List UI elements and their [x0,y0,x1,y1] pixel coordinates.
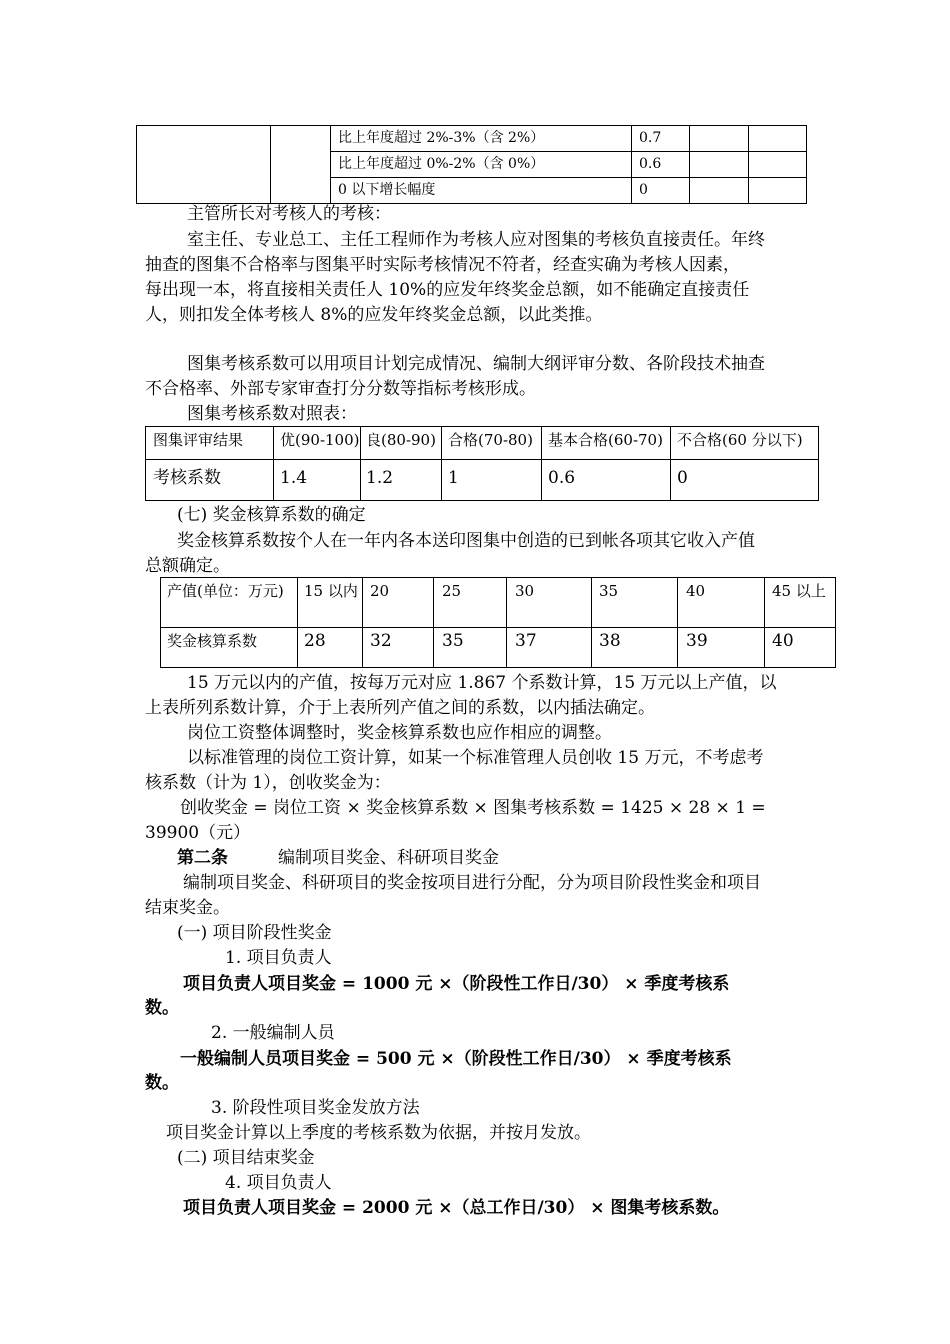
paragraph-line: 项目奖金计算以上季度的考核系数为依据，并按月发放。 [166,1123,591,1143]
growth-table-empty-cell [690,152,749,178]
paragraph-line: 岗位工资整体调整时，奖金核算系数也应作相应的调整。 [187,723,612,743]
output-coefficient-table [160,577,836,668]
growth-table-desc: 比上年度超过 2%-3%（含 2%） [331,126,632,152]
review-table-header: 图集评审结果 [146,427,274,460]
review-table-header: 良(80-90) [361,427,442,460]
growth-table-empty-cell [271,126,331,204]
paragraph-line: 以标准管理的岗位工资计算，如某一个标准管理人员创收 15 万元，不考虑考 [187,748,764,768]
growth-table-empty-cell [749,152,807,178]
output-table-header: 45 以上 [765,578,836,628]
paragraph-line: 室主任、专业总工、主任工程师作为考核人应对图集的考核负直接责任。年终 [187,230,765,250]
paragraph-line: 核系数（计为 1），创收奖金为： [145,773,391,793]
formula-line: 一般编制人员项目奖金 = 500 元 ×（阶段性工作日/30） × 季度考核系 [180,1049,732,1069]
growth-table-value: 0 [632,178,690,204]
output-table-cell: 奖金核算系数 [161,628,298,668]
output-table-header: 30 [507,578,592,628]
review-table-cell: 0.6 [542,460,671,501]
paragraph-line: 结束奖金。 [145,898,230,918]
output-table-cell: 39 [678,628,765,668]
formula-line: 39900（元） [145,823,251,843]
growth-table [136,125,807,204]
formula-line: 项目负责人项目奖金 = 2000 元 ×（总工作日/30） × 图集考核系数。 [183,1198,730,1218]
review-table-cell: 0 [671,460,819,501]
review-table-cell: 考核系数 [146,460,274,501]
output-table-cell: 37 [507,628,592,668]
output-table-cell: 38 [592,628,678,668]
section-heading: (七) 奖金核算系数的确定 [177,505,366,525]
growth-table-empty-cell [749,126,807,152]
supervisor-review-heading: 主管所长对考核人的考核： [187,204,391,224]
growth-table-empty-cell [137,126,271,204]
output-table-cell: 35 [434,628,507,668]
paragraph-line: 抽查的图集不合格率与图集平时实际考核情况不符者，经查实确为考核人因素， [145,255,740,275]
output-table-cell: 28 [298,628,363,668]
paragraph-line: 15 万元以内的产值，按每万元对应 1.867 个系数计算，15 万元以上产值，以 [187,673,777,693]
review-table-header: 不合格(60 分以下) [671,427,819,460]
paragraph-line: 不合格率、外部专家审查打分分数等指标考核形成。 [145,379,536,399]
formula-line: 项目负责人项目奖金 = 1000 元 ×（阶段性工作日/30） × 季度考核系 [183,974,730,994]
paragraph-line: 图集考核系数可以用项目计划完成情况、编制大纲评审分数、各阶段技术抽查 [187,354,765,374]
paragraph-line: 总额确定。 [145,556,230,576]
formula-line: 数。 [145,998,179,1018]
growth-table-empty-cell [690,178,749,204]
output-table-header: 25 [434,578,507,628]
output-table-header: 35 [592,578,678,628]
list-item: 3. 阶段性项目奖金发放方法 [211,1098,420,1118]
review-table-header: 基本合格(60-70) [542,427,671,460]
paragraph-line: 奖金核算系数按个人在一年内各本送印图集中创造的已到帐各项其它收入产值 [177,531,755,551]
review-table-header: 合格(70-80) [442,427,542,460]
output-table-cell: 40 [765,628,836,668]
growth-table-value: 0.7 [632,126,690,152]
output-table-header: 20 [363,578,434,628]
growth-table-desc: 比上年度超过 0%-2%（含 0%） [331,152,632,178]
paragraph-line: 每出现一本，将直接相关责任人 10%的应发年终奖金总额，如不能确定直接责任 [145,280,750,300]
growth-table-value: 0.6 [632,152,690,178]
list-item: 4. 项目负责人 [225,1173,332,1193]
formula-line: 数。 [145,1073,179,1093]
growth-table-empty-cell [749,178,807,204]
list-item: 2. 一般编制人员 [211,1023,335,1043]
article-label: 第二条 [177,848,228,868]
list-item: 1. 项目负责人 [225,948,332,968]
paragraph-line: 人，则扣发全体考核人 8%的应发年终奖金总额，以此类推。 [145,305,603,325]
output-table-header: 40 [678,578,765,628]
review-table-cell: 1.2 [361,460,442,501]
review-coefficient-table [145,426,819,501]
article-title: 编制项目奖金、科研项目奖金 [278,848,499,868]
review-table-header: 优(90-100) [274,427,361,460]
formula-line: 创收奖金 = 岗位工资 × 奖金核算系数 × 图集考核系数 = 1425 × 28 × 1 = [180,798,766,818]
output-table-header: 产值(单位：万元) [161,578,298,628]
subsection-heading: (一) 项目阶段性奖金 [177,923,332,943]
output-table-header: 15 以内 [298,578,363,628]
review-table-cell: 1.4 [274,460,361,501]
growth-table-desc: 0 以下增长幅度 [331,178,632,204]
growth-table-empty-cell [690,126,749,152]
paragraph-line: 编制项目奖金、科研项目的奖金按项目进行分配，分为项目阶段性奖金和项目 [183,873,761,893]
paragraph-line: 上表所列系数计算，介于上表所列产值之间的系数，以内插法确定。 [145,698,655,718]
review-table-cell: 1 [442,460,542,501]
table-caption: 图集考核系数对照表： [187,404,357,424]
output-table-cell: 32 [363,628,434,668]
subsection-heading: (二) 项目结束奖金 [177,1148,315,1168]
